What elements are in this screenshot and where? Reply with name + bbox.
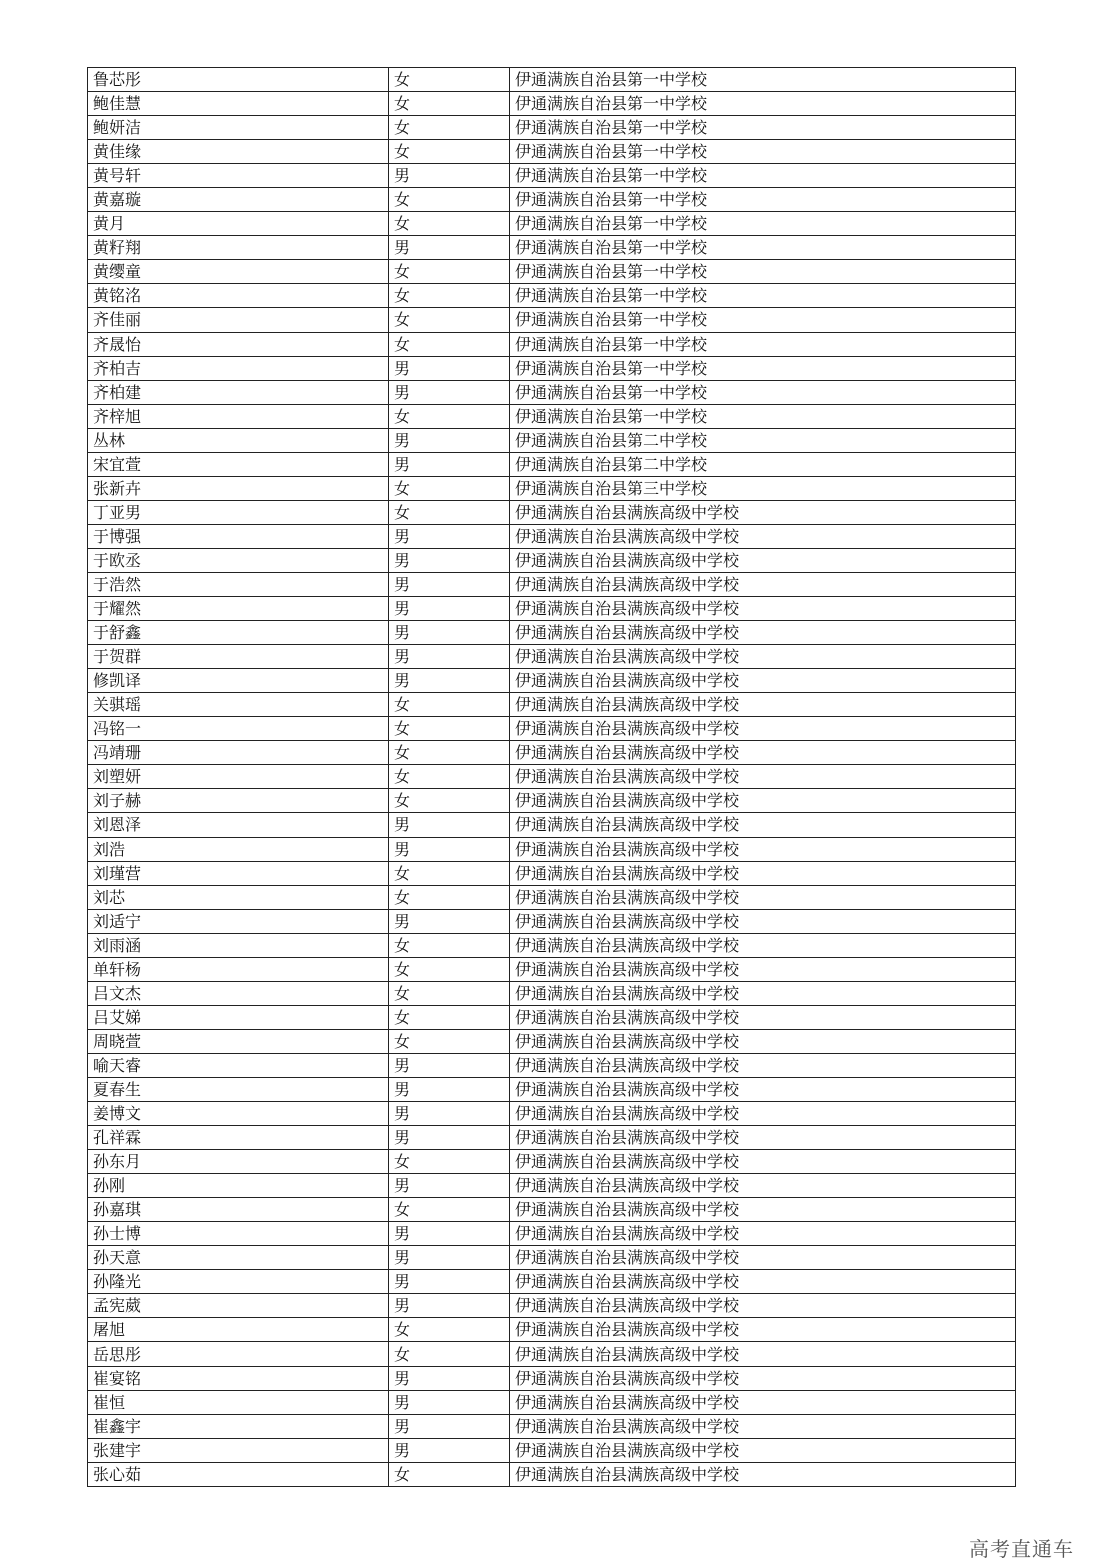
school-cell: 伊通满族自治县满族高级中学校 — [510, 645, 1016, 669]
table-row — [88, 92, 1016, 116]
student-name-cell: 黄佳缘 — [88, 140, 389, 164]
gender-cell: 女 — [389, 260, 510, 284]
school-cell: 伊通满族自治县第一中学校 — [510, 356, 1016, 380]
table-row — [88, 1029, 1016, 1053]
table-row — [88, 1198, 1016, 1222]
school-cell: 伊通满族自治县满族高级中学校 — [510, 1174, 1016, 1198]
gender-cell: 女 — [389, 861, 510, 885]
student-name-cell: 丛林 — [88, 428, 389, 452]
student-name-cell: 屠旭 — [88, 1318, 389, 1342]
school-cell: 伊通满族自治县第一中学校 — [510, 68, 1016, 92]
gender-cell: 男 — [389, 597, 510, 621]
gender-cell: 男 — [389, 236, 510, 260]
student-name-cell: 齐柏建 — [88, 380, 389, 404]
table-row — [88, 308, 1016, 332]
school-cell: 伊通满族自治县满族高级中学校 — [510, 1102, 1016, 1126]
school-cell: 伊通满族自治县满族高级中学校 — [510, 1053, 1016, 1077]
school-cell: 伊通满族自治县满族高级中学校 — [510, 669, 1016, 693]
table-row — [88, 356, 1016, 380]
school-cell: 伊通满族自治县满族高级中学校 — [510, 572, 1016, 596]
school-cell: 伊通满族自治县第一中学校 — [510, 260, 1016, 284]
gender-cell: 女 — [389, 933, 510, 957]
table-row — [88, 476, 1016, 500]
gender-cell: 男 — [389, 1294, 510, 1318]
student-name-cell: 周晓萱 — [88, 1029, 389, 1053]
table-row — [88, 1390, 1016, 1414]
table-row — [88, 741, 1016, 765]
gender-cell: 女 — [389, 68, 510, 92]
student-name-cell: 黄籽翔 — [88, 236, 389, 260]
gender-cell: 女 — [389, 693, 510, 717]
school-cell: 伊通满族自治县第一中学校 — [510, 236, 1016, 260]
school-cell: 伊通满族自治县第二中学校 — [510, 452, 1016, 476]
table-row — [88, 284, 1016, 308]
school-cell: 伊通满族自治县满族高级中学校 — [510, 813, 1016, 837]
table-row — [88, 693, 1016, 717]
table-row — [88, 188, 1016, 212]
school-cell: 伊通满族自治县第三中学校 — [510, 476, 1016, 500]
roster-body — [88, 68, 1016, 1487]
table-row — [88, 524, 1016, 548]
student-name-cell: 吕文杰 — [88, 981, 389, 1005]
student-name-cell: 关骐瑶 — [88, 693, 389, 717]
gender-cell: 男 — [389, 1270, 510, 1294]
gender-cell: 男 — [389, 1366, 510, 1390]
gender-cell: 男 — [389, 524, 510, 548]
school-cell: 伊通满族自治县满族高级中学校 — [510, 1005, 1016, 1029]
school-cell: 伊通满族自治县满族高级中学校 — [510, 1390, 1016, 1414]
table-row — [88, 452, 1016, 476]
gender-cell: 男 — [389, 1077, 510, 1101]
school-cell: 伊通满族自治县第二中学校 — [510, 428, 1016, 452]
gender-cell: 女 — [389, 140, 510, 164]
school-cell: 伊通满族自治县满族高级中学校 — [510, 1198, 1016, 1222]
table-row — [88, 572, 1016, 596]
school-cell: 伊通满族自治县第一中学校 — [510, 188, 1016, 212]
school-cell: 伊通满族自治县满族高级中学校 — [510, 597, 1016, 621]
student-name-cell: 丁亚男 — [88, 500, 389, 524]
student-name-cell: 刘恩泽 — [88, 813, 389, 837]
school-cell: 伊通满族自治县满族高级中学校 — [510, 885, 1016, 909]
student-name-cell: 刘浩 — [88, 837, 389, 861]
school-cell: 伊通满族自治县满族高级中学校 — [510, 717, 1016, 741]
gender-cell: 女 — [389, 1198, 510, 1222]
student-name-cell: 黄铭洺 — [88, 284, 389, 308]
gender-cell: 男 — [389, 1222, 510, 1246]
table-row — [88, 1366, 1016, 1390]
school-cell: 伊通满族自治县满族高级中学校 — [510, 1366, 1016, 1390]
gender-cell: 男 — [389, 452, 510, 476]
school-cell: 伊通满族自治县第一中学校 — [510, 380, 1016, 404]
student-name-cell: 孙东月 — [88, 1150, 389, 1174]
gender-cell: 男 — [389, 356, 510, 380]
gender-cell: 女 — [389, 332, 510, 356]
gender-cell: 男 — [389, 837, 510, 861]
gender-cell: 女 — [389, 1005, 510, 1029]
gender-cell: 男 — [389, 1053, 510, 1077]
table-row — [88, 1462, 1016, 1486]
gender-cell: 女 — [389, 404, 510, 428]
table-row — [88, 621, 1016, 645]
student-name-cell: 齐佳丽 — [88, 308, 389, 332]
table-row — [88, 1126, 1016, 1150]
student-name-cell: 崔恒 — [88, 1390, 389, 1414]
table-row — [88, 332, 1016, 356]
table-row — [88, 1102, 1016, 1126]
table-row — [88, 1077, 1016, 1101]
school-cell: 伊通满族自治县满族高级中学校 — [510, 1126, 1016, 1150]
school-cell: 伊通满族自治县第一中学校 — [510, 308, 1016, 332]
gender-cell: 男 — [389, 645, 510, 669]
school-cell: 伊通满族自治县满族高级中学校 — [510, 621, 1016, 645]
student-name-cell: 孟宪葳 — [88, 1294, 389, 1318]
school-cell: 伊通满族自治县满族高级中学校 — [510, 957, 1016, 981]
school-cell: 伊通满族自治县满族高级中学校 — [510, 741, 1016, 765]
table-row — [88, 909, 1016, 933]
school-cell: 伊通满族自治县满族高级中学校 — [510, 1246, 1016, 1270]
school-cell: 伊通满族自治县满族高级中学校 — [510, 1222, 1016, 1246]
watermark-text: 高考直通车 — [969, 1537, 1074, 1561]
student-name-cell: 黄缨童 — [88, 260, 389, 284]
table-row — [88, 789, 1016, 813]
table-row — [88, 1150, 1016, 1174]
student-name-cell: 单轩杨 — [88, 957, 389, 981]
gender-cell: 女 — [389, 789, 510, 813]
student-name-cell: 岳思彤 — [88, 1342, 389, 1366]
student-name-cell: 张心茹 — [88, 1462, 389, 1486]
school-cell: 伊通满族自治县满族高级中学校 — [510, 1342, 1016, 1366]
student-name-cell: 孙隆光 — [88, 1270, 389, 1294]
table-row — [88, 765, 1016, 789]
gender-cell: 男 — [389, 428, 510, 452]
school-cell: 伊通满族自治县第一中学校 — [510, 116, 1016, 140]
school-cell: 伊通满族自治县满族高级中学校 — [510, 548, 1016, 572]
student-name-cell: 修凯译 — [88, 669, 389, 693]
school-cell: 伊通满族自治县满族高级中学校 — [510, 500, 1016, 524]
gender-cell: 男 — [389, 621, 510, 645]
student-name-cell: 孔祥霖 — [88, 1126, 389, 1150]
table-row — [88, 957, 1016, 981]
gender-cell: 女 — [389, 1462, 510, 1486]
school-cell: 伊通满族自治县满族高级中学校 — [510, 1438, 1016, 1462]
table-row — [88, 813, 1016, 837]
student-name-cell: 张新卉 — [88, 476, 389, 500]
school-cell: 伊通满族自治县第一中学校 — [510, 332, 1016, 356]
school-cell: 伊通满族自治县第一中学校 — [510, 164, 1016, 188]
gender-cell: 男 — [389, 548, 510, 572]
gender-cell: 男 — [389, 909, 510, 933]
student-name-cell: 崔宴铭 — [88, 1366, 389, 1390]
table-row — [88, 837, 1016, 861]
gender-cell: 男 — [389, 1414, 510, 1438]
gender-cell: 女 — [389, 284, 510, 308]
table-row — [88, 380, 1016, 404]
table-row — [88, 1174, 1016, 1198]
student-name-cell: 于耀然 — [88, 597, 389, 621]
student-name-cell: 于欧丞 — [88, 548, 389, 572]
gender-cell: 男 — [389, 813, 510, 837]
student-name-cell: 冯铭一 — [88, 717, 389, 741]
school-cell: 伊通满族自治县满族高级中学校 — [510, 1270, 1016, 1294]
table-row — [88, 1246, 1016, 1270]
gender-cell: 女 — [389, 212, 510, 236]
gender-cell: 女 — [389, 1150, 510, 1174]
student-name-cell: 刘雨涵 — [88, 933, 389, 957]
school-cell: 伊通满族自治县满族高级中学校 — [510, 693, 1016, 717]
school-cell: 伊通满族自治县满族高级中学校 — [510, 1414, 1016, 1438]
student-name-cell: 鲍佳慧 — [88, 92, 389, 116]
table-row — [88, 885, 1016, 909]
table-row — [88, 981, 1016, 1005]
student-name-cell: 齐梓旭 — [88, 404, 389, 428]
school-cell: 伊通满族自治县满族高级中学校 — [510, 981, 1016, 1005]
student-name-cell: 鲁芯彤 — [88, 68, 389, 92]
table-row — [88, 260, 1016, 284]
gender-cell: 女 — [389, 957, 510, 981]
gender-cell: 男 — [389, 572, 510, 596]
school-cell: 伊通满族自治县满族高级中学校 — [510, 1077, 1016, 1101]
school-cell: 伊通满族自治县满族高级中学校 — [510, 1318, 1016, 1342]
school-cell: 伊通满族自治县满族高级中学校 — [510, 933, 1016, 957]
school-cell: 伊通满族自治县满族高级中学校 — [510, 909, 1016, 933]
gender-cell: 女 — [389, 885, 510, 909]
table-row — [88, 404, 1016, 428]
student-name-cell: 于贺群 — [88, 645, 389, 669]
student-name-cell: 鲍妍洁 — [88, 116, 389, 140]
table-row — [88, 1053, 1016, 1077]
student-name-cell: 吕艾娣 — [88, 1005, 389, 1029]
school-cell: 伊通满族自治县满族高级中学校 — [510, 1294, 1016, 1318]
student-name-cell: 刘适宁 — [88, 909, 389, 933]
student-name-cell: 黄月 — [88, 212, 389, 236]
student-name-cell: 姜博文 — [88, 1102, 389, 1126]
student-name-cell: 刘塑妍 — [88, 765, 389, 789]
gender-cell: 女 — [389, 765, 510, 789]
gender-cell: 男 — [389, 1438, 510, 1462]
student-name-cell: 刘瑾营 — [88, 861, 389, 885]
student-name-cell: 于浩然 — [88, 572, 389, 596]
gender-cell: 女 — [389, 717, 510, 741]
school-cell: 伊通满族自治县满族高级中学校 — [510, 1150, 1016, 1174]
gender-cell: 男 — [389, 1246, 510, 1270]
gender-cell: 男 — [389, 164, 510, 188]
gender-cell: 女 — [389, 1342, 510, 1366]
school-cell: 伊通满族自治县满族高级中学校 — [510, 1462, 1016, 1486]
student-name-cell: 于舒鑫 — [88, 621, 389, 645]
school-cell: 伊通满族自治县第一中学校 — [510, 140, 1016, 164]
table-row — [88, 933, 1016, 957]
student-name-cell: 崔鑫宇 — [88, 1414, 389, 1438]
student-name-cell: 夏春生 — [88, 1077, 389, 1101]
student-name-cell: 孙天意 — [88, 1246, 389, 1270]
table-row — [88, 116, 1016, 140]
student-name-cell: 孙士博 — [88, 1222, 389, 1246]
student-name-cell: 喻天睿 — [88, 1053, 389, 1077]
student-name-cell: 冯靖珊 — [88, 741, 389, 765]
student-name-cell: 黄号轩 — [88, 164, 389, 188]
table-row — [88, 548, 1016, 572]
student-name-cell: 孙嘉琪 — [88, 1198, 389, 1222]
table-row — [88, 1342, 1016, 1366]
school-cell: 伊通满族自治县满族高级中学校 — [510, 524, 1016, 548]
table-row — [88, 1222, 1016, 1246]
gender-cell: 女 — [389, 188, 510, 212]
student-name-cell: 于博强 — [88, 524, 389, 548]
gender-cell: 女 — [389, 92, 510, 116]
gender-cell: 女 — [389, 116, 510, 140]
table-row — [88, 68, 1016, 92]
table-row — [88, 1294, 1016, 1318]
school-cell: 伊通满族自治县满族高级中学校 — [510, 1029, 1016, 1053]
school-cell: 伊通满族自治县第一中学校 — [510, 92, 1016, 116]
school-cell: 伊通满族自治县第一中学校 — [510, 212, 1016, 236]
student-name-cell: 刘芯 — [88, 885, 389, 909]
table-row — [88, 669, 1016, 693]
table-row — [88, 1414, 1016, 1438]
student-name-cell: 刘子赫 — [88, 789, 389, 813]
student-name-cell: 孙刚 — [88, 1174, 389, 1198]
school-cell: 伊通满族自治县满族高级中学校 — [510, 765, 1016, 789]
table-row — [88, 164, 1016, 188]
table-row — [88, 212, 1016, 236]
school-cell: 伊通满族自治县第一中学校 — [510, 284, 1016, 308]
table-row — [88, 1318, 1016, 1342]
table-row — [88, 1005, 1016, 1029]
table-row — [88, 1438, 1016, 1462]
student-name-cell: 张建宇 — [88, 1438, 389, 1462]
table-row — [88, 1270, 1016, 1294]
gender-cell: 男 — [389, 1126, 510, 1150]
gender-cell: 男 — [389, 1390, 510, 1414]
table-row — [88, 717, 1016, 741]
table-row — [88, 597, 1016, 621]
school-cell: 伊通满族自治县满族高级中学校 — [510, 789, 1016, 813]
student-name-cell: 宋宜萱 — [88, 452, 389, 476]
gender-cell: 女 — [389, 1318, 510, 1342]
school-cell: 伊通满族自治县满族高级中学校 — [510, 837, 1016, 861]
table-row — [88, 140, 1016, 164]
gender-cell: 女 — [389, 308, 510, 332]
gender-cell: 女 — [389, 741, 510, 765]
gender-cell: 男 — [389, 1174, 510, 1198]
gender-cell: 女 — [389, 500, 510, 524]
student-name-cell: 齐晟怡 — [88, 332, 389, 356]
gender-cell: 男 — [389, 380, 510, 404]
student-roster-table — [87, 67, 1016, 1487]
gender-cell: 男 — [389, 669, 510, 693]
gender-cell: 女 — [389, 981, 510, 1005]
table-row — [88, 861, 1016, 885]
table-row — [88, 236, 1016, 260]
school-cell: 伊通满族自治县第一中学校 — [510, 404, 1016, 428]
student-name-cell: 齐柏吉 — [88, 356, 389, 380]
gender-cell: 男 — [389, 1102, 510, 1126]
table-row — [88, 500, 1016, 524]
gender-cell: 女 — [389, 1029, 510, 1053]
table-row — [88, 645, 1016, 669]
gender-cell: 女 — [389, 476, 510, 500]
table-row — [88, 428, 1016, 452]
student-name-cell: 黄嘉璇 — [88, 188, 389, 212]
school-cell: 伊通满族自治县满族高级中学校 — [510, 861, 1016, 885]
